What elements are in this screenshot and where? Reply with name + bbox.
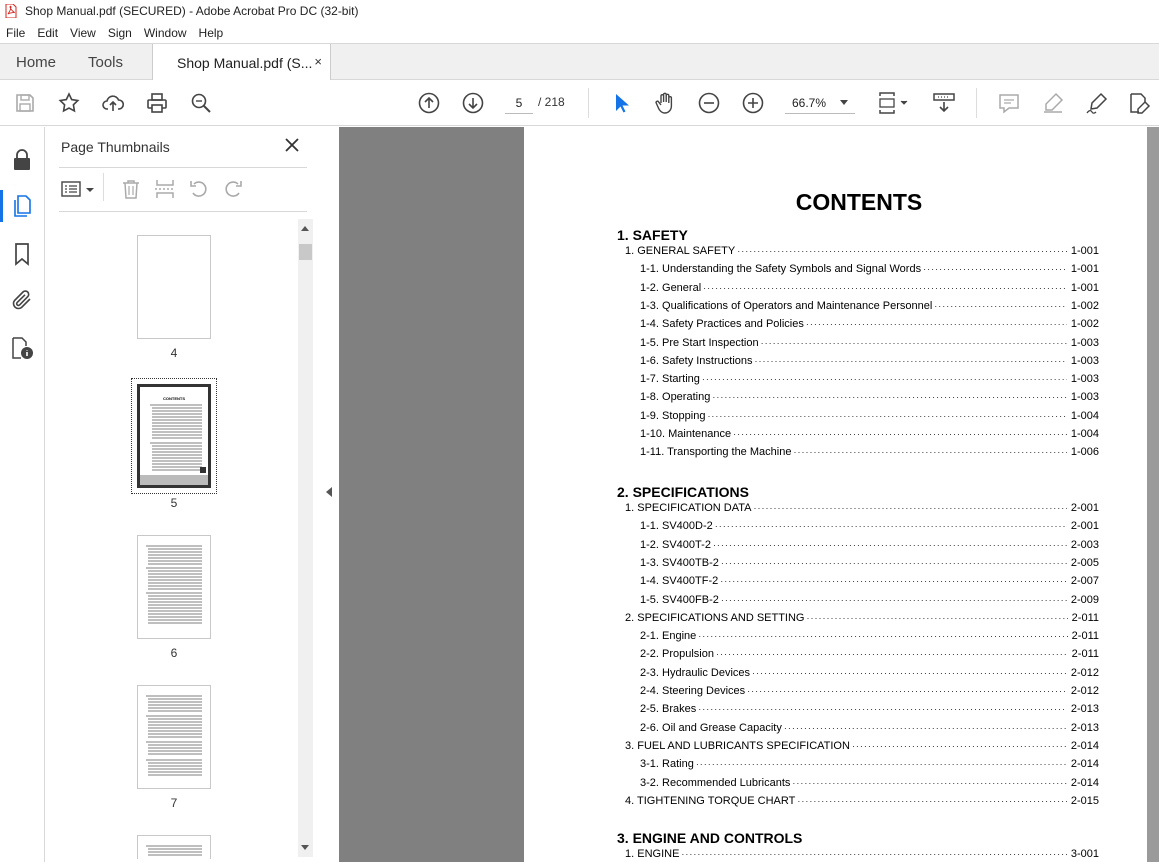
toc-entry[interactable] [640, 446, 1099, 460]
toc-leader-dots [720, 576, 1067, 586]
edit-pdf-icon[interactable] [1127, 91, 1151, 115]
toc-entry[interactable] [640, 539, 1099, 553]
toc-entry-page: 2-014 [1070, 758, 1099, 771]
zoom-in-icon[interactable] [741, 91, 765, 115]
toc-entry-label: 2-3. Hydraulic Devices [640, 666, 751, 679]
toc-entry-label: 1-3. Qualifications of Operators and Maintenance Personnel [640, 299, 933, 312]
toc-entry-label: 1-9. Stopping [640, 409, 706, 422]
toc-entry-label: 2-5. Brakes [640, 703, 697, 716]
toc-entry-label: 1-2. SV400T-2 [640, 538, 711, 551]
toc-entry[interactable] [640, 318, 1099, 332]
comment-icon[interactable] [997, 91, 1021, 115]
zoom-value: 66.7% [792, 95, 827, 110]
toc-entry-label: 1. SPECIFICATION DATA [625, 502, 752, 514]
toc-entry-label: 1-5. SV400FB-2 [640, 593, 719, 606]
document-viewer[interactable] [339, 127, 1159, 862]
toc-entry-page: 1-003 [1070, 391, 1099, 404]
save-icon[interactable] [13, 91, 37, 115]
title-bar [0, 0, 1159, 22]
toc-leader-dots [792, 778, 1066, 788]
toc-entry-label: 2-2. Propulsion [640, 648, 714, 661]
toc-leader-dots [747, 686, 1067, 696]
tab-document[interactable] [152, 44, 331, 81]
toc-entry-page: 1-003 [1070, 373, 1099, 386]
toc-entry-label: 1-1. Understanding the Safety Symbols and Signal Words [640, 263, 922, 276]
toc-entry-label: 3. FUEL AND LUBRICANTS SPECIFICATION [625, 739, 850, 752]
toc-leader-dots [721, 558, 1067, 568]
toc-entry-page: 2-014 [1070, 776, 1099, 789]
zoom-out-icon[interactable] [697, 91, 721, 115]
toc-entry-page: 1-004 [1070, 428, 1099, 440]
toc-entry-label: 1-10. Maintenance [640, 428, 732, 440]
toc-leader-dots [681, 849, 1066, 859]
page-fit-icon[interactable] [877, 91, 911, 115]
close-icon[interactable] [284, 137, 300, 153]
toc-entry[interactable] [640, 557, 1099, 571]
toc-entry[interactable] [625, 795, 1099, 809]
viewer-scrollbar[interactable] [1147, 127, 1159, 862]
scroll-down-icon[interactable] [301, 845, 309, 850]
toc-leader-dots [755, 356, 1067, 366]
page-thumbnails-icon[interactable] [10, 194, 34, 218]
toc-entry-label: 1-5. Pre Start Inspection [640, 336, 759, 349]
toc-entry-label: 2-1. Engine [640, 630, 697, 643]
insert-page-icon[interactable] [154, 178, 176, 200]
thumbnail-page-selected[interactable] [137, 384, 211, 488]
toc-entry-page: 2-013 [1070, 703, 1099, 716]
menu-edit[interactable]: Edit [37, 25, 59, 40]
toc-entry[interactable] [640, 667, 1099, 681]
toc-entry-page: 2-012 [1070, 685, 1099, 697]
toc-entry-label: 1-4. Safety Practices and Policies [640, 318, 804, 331]
section-heading: 3. ENGINE AND CONTROLS [617, 830, 803, 846]
thumbnail-label: 5 [170, 496, 178, 510]
menu-help[interactable]: Help [198, 25, 224, 40]
thumbnail-options-icon[interactable] [61, 178, 95, 200]
thumbnail-list [59, 219, 297, 859]
scroll-mode-icon[interactable] [932, 91, 956, 115]
pdf-page [524, 127, 1147, 862]
tab-tools[interactable]: Tools [88, 53, 124, 71]
toolbar [0, 80, 1159, 126]
toc-entry-page: 2-005 [1070, 556, 1099, 569]
toc-entry-page: 1-003 [1070, 336, 1099, 349]
thumbnail-scrollbar[interactable] [298, 219, 313, 857]
toc-entry[interactable] [640, 282, 1099, 296]
toc-entry-page: 2-015 [1070, 794, 1099, 807]
thumbnail-page[interactable] [137, 685, 211, 789]
toc-leader-dots [793, 447, 1066, 457]
page-count: / 218 [538, 95, 565, 109]
thumbnail-page[interactable] [137, 535, 211, 639]
tab-document-label: Shop Manual.pdf (S... [177, 54, 313, 71]
toc-entry-page: 2-009 [1070, 593, 1099, 606]
hand-icon[interactable] [653, 91, 677, 115]
menu-sign[interactable]: Sign [107, 25, 132, 40]
toc-entry[interactable] [625, 848, 1099, 862]
toc-entry-label: 1-2. General [640, 281, 702, 294]
toc-entry[interactable] [640, 703, 1099, 717]
select-pointer-icon[interactable] [609, 91, 633, 115]
toc-entry[interactable] [640, 594, 1099, 608]
toc-leader-dots [852, 741, 1067, 751]
toc-entry-label: 1-6. Safety Instructions [640, 354, 753, 367]
toc-entry[interactable] [640, 777, 1099, 791]
left-rail [0, 127, 45, 862]
toc-entry[interactable] [640, 722, 1099, 736]
menu-bar [0, 22, 1159, 43]
toc-entry-page: 2-011 [1071, 611, 1099, 624]
toc-leader-dots [797, 796, 1067, 806]
toc-leader-dots [761, 338, 1067, 348]
upload-icon[interactable] [101, 91, 125, 115]
toc-leader-dots [696, 759, 1067, 769]
panel-title: Page Thumbnails [61, 139, 170, 155]
menu-file[interactable]: File [6, 25, 26, 40]
toc-leader-dots [806, 319, 1067, 329]
toc-entry-page: 1-001 [1070, 245, 1099, 257]
toc-entry[interactable] [640, 758, 1099, 772]
panel-divider [59, 211, 307, 212]
toc-entry-page: 1-001 [1070, 263, 1099, 276]
section-heading: 1. SAFETY [617, 227, 688, 243]
page-number-input[interactable]: 5 [505, 92, 533, 114]
delete-icon[interactable] [120, 178, 142, 200]
toc-entry-label: 1-4. SV400TF-2 [640, 575, 719, 588]
tab-close-icon[interactable]: × [314, 54, 322, 69]
toc-entry[interactable] [640, 428, 1099, 442]
toc-entry[interactable] [640, 685, 1099, 699]
thumbnail-label: 7 [170, 796, 178, 810]
next-page-icon[interactable] [461, 91, 485, 115]
toc-entry[interactable] [640, 391, 1099, 405]
scrollbar-thumb[interactable] [299, 244, 312, 260]
toc-leader-dots [698, 631, 1067, 641]
thumbnail-label: 6 [170, 646, 178, 660]
toc-leader-dots [721, 595, 1067, 605]
rotate-left-icon[interactable] [188, 178, 210, 200]
toc-leader-dots [716, 649, 1068, 659]
toc-entry-page: 1-006 [1070, 446, 1099, 459]
toc-entry[interactable] [640, 648, 1099, 662]
toc-leader-dots [752, 668, 1067, 678]
toc-entry-label: 1-8. Operating [640, 391, 711, 404]
toc-entry-page: 2-011 [1071, 630, 1099, 643]
toc-entry-page: 2-012 [1070, 666, 1099, 679]
toc-entry-page: 2-014 [1070, 739, 1099, 752]
toc-entry-page: 2-003 [1070, 538, 1099, 551]
toc-entry-label: 2-4. Steering Devices [640, 685, 746, 697]
thumbnail-panel [45, 127, 319, 862]
rotate-right-icon[interactable] [222, 178, 244, 200]
menu-window[interactable]: Window [143, 25, 187, 40]
lock-icon[interactable] [10, 148, 34, 172]
toc-entry-label: 1-3. SV400TB-2 [640, 556, 719, 569]
toc-entry[interactable] [625, 740, 1099, 754]
tab-bar [0, 43, 1159, 80]
toc-leader-dots [737, 246, 1067, 256]
zoom-select[interactable] [785, 92, 855, 114]
acrobat-app-icon [5, 4, 17, 18]
toc-entry-label: 3-1. Rating [640, 758, 694, 771]
file-info-icon[interactable] [10, 336, 34, 360]
toc-entry-page: 2-001 [1070, 520, 1099, 533]
toc-entry-label: 1. GENERAL SAFETY [625, 245, 736, 257]
toc-entry[interactable] [640, 575, 1099, 589]
toc-leader-dots [698, 704, 1067, 714]
toc-leader-dots [784, 723, 1067, 733]
toc-entry-label: 3-2. Recommended Lubricants [640, 776, 791, 789]
toc-entry-label: 1. ENGINE [625, 848, 680, 860]
menu-view[interactable]: View [70, 25, 96, 40]
toc-entry[interactable] [640, 300, 1099, 314]
toc-leader-dots [702, 374, 1067, 384]
toc-entry[interactable] [640, 630, 1099, 644]
toc-leader-dots [733, 429, 1067, 439]
toc-entry[interactable] [640, 263, 1099, 277]
toc-leader-dots [713, 540, 1067, 550]
prev-page-icon[interactable] [417, 91, 441, 115]
toc-leader-dots [715, 521, 1067, 531]
print-icon[interactable] [145, 91, 169, 115]
toc-entry-page: 2-001 [1070, 502, 1099, 514]
highlight-icon[interactable] [1041, 91, 1065, 115]
tab-home[interactable]: Home [16, 53, 57, 71]
chevron-down-icon [840, 100, 848, 105]
search-zoom-icon[interactable] [189, 91, 213, 115]
thumbnail-page[interactable] [137, 835, 211, 859]
scroll-up-icon[interactable] [301, 226, 309, 231]
window-title: Shop Manual.pdf (SECURED) - Adobe Acrobat Pro DC (32-bit) [25, 4, 359, 18]
toc-entry-page: 2-007 [1070, 575, 1099, 588]
bookmark-star-icon[interactable] [57, 91, 81, 115]
panel-collapse-strip[interactable] [319, 127, 339, 862]
attachments-icon[interactable] [10, 288, 34, 312]
toc-leader-dots [707, 411, 1066, 421]
bookmarks-icon[interactable] [10, 242, 34, 266]
toc-entry-label: 1-11. Transporting the Machine [640, 446, 792, 459]
toc-entry-page: 2-011 [1071, 648, 1099, 661]
toc-leader-dots [754, 503, 1067, 513]
toc-entry-page: 1-002 [1070, 318, 1099, 331]
svg-text:CONTENTS: CONTENTS [163, 396, 185, 401]
toc-leader-dots [807, 613, 1068, 623]
toc-entry[interactable] [625, 612, 1099, 626]
thumbnail-page[interactable] [137, 235, 211, 339]
toolbar-divider [976, 88, 977, 118]
toc-entry-label: 1-7. Starting [640, 373, 700, 386]
toc-entry[interactable] [640, 355, 1099, 369]
toolbar-divider [588, 88, 589, 118]
toc-entry[interactable] [640, 337, 1099, 351]
toc-entry[interactable] [625, 245, 1099, 259]
sign-icon[interactable] [1085, 91, 1109, 115]
toc-entry-page: 1-002 [1070, 299, 1099, 312]
toc-entry-page: 1-001 [1070, 281, 1099, 294]
section-heading: 2. SPECIFICATIONS [617, 484, 749, 500]
toc-leader-dots [923, 264, 1067, 274]
toc-leader-dots [712, 392, 1067, 402]
toc-entry-label: 1-1. SV400D-2 [640, 520, 713, 533]
toc-entry-page: 1-004 [1070, 409, 1099, 422]
toc-entry[interactable] [625, 502, 1099, 516]
toc-entry[interactable] [640, 410, 1099, 424]
toc-entry-page: 3-001 [1070, 848, 1099, 860]
toc-leader-dots [934, 301, 1067, 311]
toc-entry[interactable] [640, 520, 1099, 534]
toc-entry-label: 4. TIGHTENING TORQUE CHART [625, 794, 796, 807]
document-title: CONTENTS [795, 189, 923, 215]
panel-divider [59, 167, 307, 168]
toc-entry-page: 1-003 [1070, 354, 1099, 367]
toc-entry[interactable] [640, 373, 1099, 387]
panel-toolbar-divider [103, 173, 104, 201]
toc-leader-dots [703, 283, 1067, 293]
toc-entry-label: 2-6. Oil and Grease Capacity [640, 721, 782, 734]
toc-entry-page: 2-013 [1070, 721, 1099, 734]
thumbnail-label: 4 [170, 346, 178, 360]
collapse-arrow-icon[interactable] [326, 487, 332, 497]
toc-entry-label: 2. SPECIFICATIONS AND SETTING [625, 611, 805, 624]
